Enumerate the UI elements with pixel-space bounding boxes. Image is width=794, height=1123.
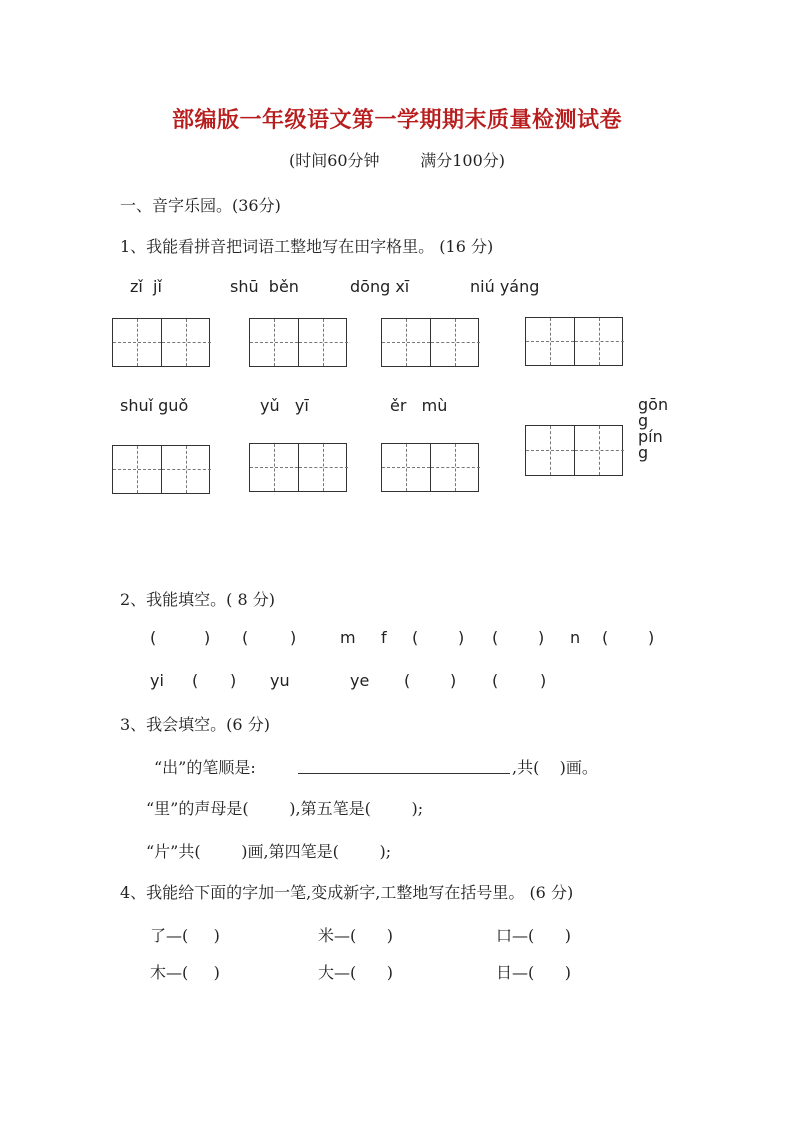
paren-close: ) <box>458 628 465 647</box>
pinyin-ziji: zǐ jǐ <box>130 277 162 296</box>
syllable-ye: ye <box>350 671 370 690</box>
pinyin-shuiguo: shuǐ guǒ <box>120 396 189 415</box>
tianzige-grid[interactable] <box>249 443 347 492</box>
section-1-heading: 一、音字乐园。(36分) <box>120 196 281 215</box>
exam-subtitle: (时间60分钟 满分100分) <box>288 151 506 170</box>
tianzige-grid[interactable] <box>249 318 347 367</box>
letter-f: f <box>381 628 387 647</box>
question-1-label: 1、我能看拼音把词语工整地写在田字格里。 (16 分) <box>120 237 494 256</box>
paren-close: ) <box>230 671 237 690</box>
answer-blank[interactable] <box>298 772 510 774</box>
tianzige-grid[interactable] <box>381 318 479 367</box>
letter-m: m <box>340 628 356 647</box>
tianzige-grid[interactable] <box>112 318 210 367</box>
paren-open: ( <box>404 671 411 690</box>
paren-close: ) <box>450 671 457 690</box>
pinyin-gongping: gōn g pín g <box>638 395 669 462</box>
paren-close: ) <box>204 628 211 647</box>
pinyin-dongxi: dōng xī <box>350 277 410 296</box>
paren-close: ) <box>540 671 547 690</box>
li-question: “里”的声母是( ),第五笔是( ); <box>146 799 424 818</box>
tianzige-grid[interactable] <box>525 425 623 476</box>
syllable-yu: yu <box>270 671 290 690</box>
paren-close: ) <box>290 628 297 647</box>
paren-open: ( <box>492 628 499 647</box>
paren-open: ( <box>242 628 249 647</box>
exam-title: 部编版一年级语文第一学期期末质量检测试卷 <box>171 107 622 133</box>
question-4-label: 4、我能给下面的字加一笔,变成新字,工整地写在括号里。 (6 分) <box>120 883 574 902</box>
pian-question: “片”共( )画,第四笔是( ); <box>146 842 392 861</box>
stroke-count-prompt: ,共( )画。 <box>512 758 598 777</box>
pinyin-yuyi: yǔ yī <box>260 396 309 415</box>
question-2-label: 2、我能填空。( 8 分) <box>120 590 276 609</box>
paren-open: ( <box>412 628 419 647</box>
paren-close: ) <box>648 628 655 647</box>
stroke-order-prompt: “出”的笔顺是: <box>154 758 256 777</box>
tianzige-grid[interactable] <box>525 317 623 366</box>
add-stroke-item: 日—( ) <box>496 963 572 982</box>
add-stroke-item: 米—( ) <box>318 926 394 945</box>
pinyin-ermu: ěr mù <box>390 396 448 415</box>
add-stroke-item: 木—( ) <box>150 963 220 982</box>
paren-open: ( <box>150 628 157 647</box>
pinyin-shuben: shū běn <box>230 277 299 296</box>
question-3-label: 3、我会填空。(6 分) <box>120 715 270 734</box>
paren-open: ( <box>602 628 609 647</box>
paren-open: ( <box>192 671 199 690</box>
add-stroke-item: 了—( ) <box>150 926 220 945</box>
paren-open: ( <box>492 671 499 690</box>
letter-n: n <box>570 628 581 647</box>
syllable-yi: yi <box>150 671 164 690</box>
tianzige-grid[interactable] <box>381 443 479 492</box>
tianzige-grid[interactable] <box>112 445 210 494</box>
add-stroke-item: 大—( ) <box>318 963 394 982</box>
pinyin-niuyang: niú yáng <box>470 277 540 296</box>
add-stroke-item: 口—( ) <box>496 926 572 945</box>
paren-close: ) <box>538 628 545 647</box>
